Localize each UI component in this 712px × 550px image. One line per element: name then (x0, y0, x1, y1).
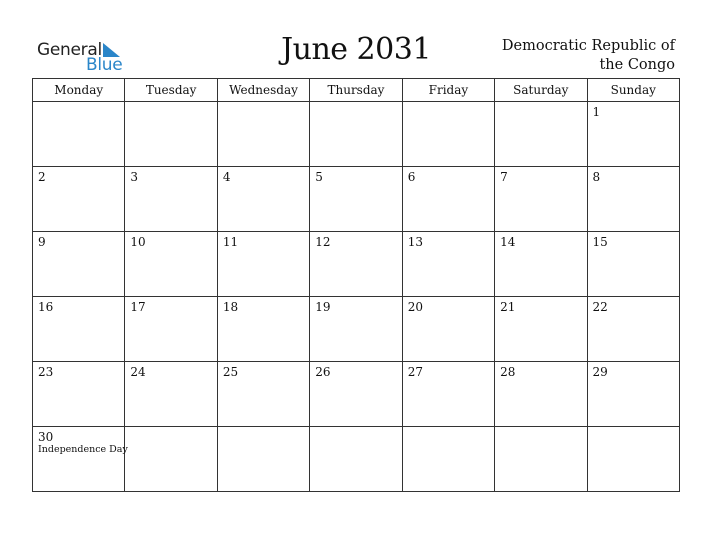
day-number: 5 (315, 170, 323, 184)
day-cell (495, 297, 587, 362)
day-number: 3 (130, 170, 139, 184)
day-number: 1 (592, 105, 601, 119)
day-number (495, 102, 586, 105)
day-number (403, 427, 494, 430)
day-cell (310, 167, 402, 232)
holiday-label: Independence Day (38, 444, 128, 455)
day-cell (402, 297, 494, 362)
week-row (33, 427, 680, 492)
day-number: 19 (315, 300, 331, 314)
day-cell (33, 362, 125, 427)
day-cell (217, 167, 309, 232)
day-cell (587, 362, 679, 427)
day-cell (125, 232, 217, 297)
day-cell (495, 427, 587, 492)
week-row (33, 102, 680, 167)
day-cell (33, 232, 125, 297)
day-number: 20 (407, 300, 423, 314)
week-row (33, 167, 680, 232)
day-number: 4 (222, 170, 231, 184)
day-cell (217, 102, 309, 167)
day-cell (33, 297, 125, 362)
day-cell (402, 167, 494, 232)
day-number: 15 (592, 235, 608, 249)
weekday-monday: Monday (33, 79, 125, 102)
day-cell (217, 427, 309, 492)
day-number: 12 (315, 235, 331, 249)
day-number: 30 (38, 430, 54, 444)
country-name: Democratic Republic of the Congo (501, 38, 675, 73)
generalblue-logo (37, 40, 137, 76)
day-number: 22 (592, 300, 608, 314)
day-number: 16 (38, 300, 54, 314)
day-cell (402, 232, 494, 297)
day-number: 8 (592, 170, 601, 184)
day-number: 14 (500, 235, 516, 249)
week-row (33, 232, 680, 297)
day-cell (310, 427, 402, 492)
day-number (588, 427, 679, 430)
day-number: 26 (315, 365, 331, 379)
day-cell (33, 167, 125, 232)
day-number: 24 (130, 365, 146, 379)
day-number: 2 (38, 170, 46, 184)
day-number (218, 427, 309, 430)
day-number: 7 (500, 170, 508, 184)
day-number: 27 (407, 365, 423, 379)
day-cell (217, 297, 309, 362)
day-number: 11 (222, 235, 239, 249)
logo-text-general: General (37, 40, 102, 60)
day-number (218, 102, 309, 105)
day-cell (125, 297, 217, 362)
day-cell (495, 232, 587, 297)
day-cell (310, 102, 402, 167)
logo-text-blue: Blue (86, 55, 123, 75)
day-number: 29 (592, 365, 608, 379)
day-cell (125, 362, 217, 427)
day-number: 28 (500, 365, 516, 379)
day-number: 10 (130, 235, 146, 249)
day-number: 18 (222, 300, 239, 314)
day-number (33, 102, 124, 105)
day-number: 21 (500, 300, 516, 314)
day-number (310, 427, 401, 430)
day-cell (33, 102, 125, 167)
weekday-thursday: Thursday (310, 79, 402, 102)
day-cell (310, 297, 402, 362)
day-cell (402, 362, 494, 427)
day-cell (310, 232, 402, 297)
day-cell (587, 297, 679, 362)
day-cell (587, 427, 679, 492)
day-cell (495, 102, 587, 167)
day-number (403, 102, 494, 105)
day-cell (495, 167, 587, 232)
day-number: 13 (407, 235, 423, 249)
day-number: 17 (130, 300, 146, 314)
day-cell (125, 102, 217, 167)
weekday-sunday: Sunday (587, 79, 679, 102)
day-cell (587, 167, 679, 232)
day-number (310, 102, 401, 105)
day-cell (217, 362, 309, 427)
day-cell (125, 427, 217, 492)
day-number: 6 (407, 170, 416, 184)
weekday-friday: Friday (402, 79, 494, 102)
day-cell (33, 427, 128, 492)
day-number (495, 427, 586, 430)
week-row (33, 362, 680, 427)
day-number (125, 427, 216, 430)
weekday-saturday: Saturday (495, 79, 587, 102)
month-calendar (32, 78, 680, 492)
day-cell (310, 362, 402, 427)
week-row (33, 297, 680, 362)
day-cell (402, 427, 494, 492)
weekday-tuesday: Tuesday (125, 79, 217, 102)
day-number: 9 (38, 235, 46, 249)
day-number: 25 (222, 365, 239, 379)
day-number (125, 102, 216, 105)
day-cell (125, 167, 217, 232)
weekday-header-row (33, 79, 680, 102)
day-cell (587, 232, 679, 297)
day-cell (495, 362, 587, 427)
day-cell (402, 102, 494, 167)
day-cell (217, 232, 309, 297)
weekday-wednesday: Wednesday (217, 79, 309, 102)
day-number: 23 (38, 365, 54, 379)
calendar-title: June 2031 (281, 32, 431, 67)
day-cell (587, 102, 679, 167)
